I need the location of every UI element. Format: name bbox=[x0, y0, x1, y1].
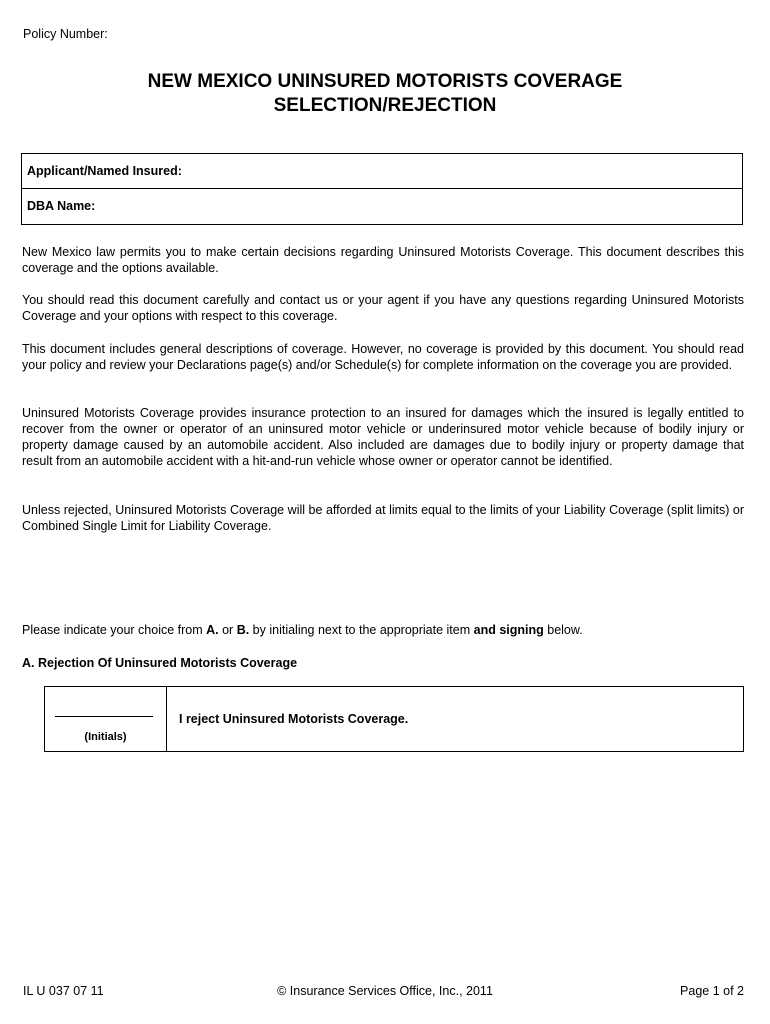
section-a-heading: A. Rejection Of Uninsured Motorists Coverage bbox=[22, 656, 298, 670]
rejection-choice-box bbox=[44, 686, 744, 752]
paragraph-general-descriptions: This document includes general descriptions of coverage. However, no coverage is provided by this document. You should read your policy and review your Declarations page(s) and/or Schedule(s) for complete information on the coverage you are provided. bbox=[22, 342, 744, 372]
applicant-named-insured-field[interactable]: Applicant/Named Insured: bbox=[22, 154, 742, 189]
policy-number-label: Policy Number: bbox=[23, 27, 108, 41]
paragraph-limits: Unless rejected, Uninsured Motorists Coverage will be afforded at limits equal to the limits of your Liability Coverage (split limits) or Combined Single Limit for Liability Coverage. bbox=[22, 503, 744, 533]
dba-name-field[interactable]: DBA Name: bbox=[27, 199, 96, 213]
paragraph-coverage-description: Uninsured Motorists Coverage provides insurance protection to an insured for damages which the insured is legally entitled to recover from the owner or operator of an uninsured motor vehicle or underinsured motor vehicle because of bodily injury or property damage caused by an automobile accident. Also included are damages due to bodily injury or property damage that result from an automobile accident with a hit-and-run vehicle whose owner or operator cannot be identified. bbox=[22, 406, 744, 468]
choice-instruction: Please indicate your choice from A. or B. by initialing next to the appropriate item and signing below. bbox=[22, 623, 583, 637]
copyright-notice: © Insurance Services Office, Inc., 2011 bbox=[277, 984, 493, 998]
form-number: IL U 037 07 11 bbox=[23, 984, 104, 998]
rejection-statement: I reject Uninsured Motorists Coverage. bbox=[179, 712, 409, 726]
document-title-line1: NEW MEXICO UNINSURED MOTORISTS COVERAGE bbox=[147, 71, 623, 92]
page-number: Page 1 of 2 bbox=[680, 984, 744, 998]
initials-label: (Initials) bbox=[84, 731, 127, 743]
paragraph-intro: New Mexico law permits you to make certain decisions regarding Uninsured Motorists Coverage. This document describes this coverage and the options available. bbox=[22, 245, 744, 275]
paragraph-read-carefully: You should read this document carefully and contact us or your agent if you have any questions regarding Uninsured Motorists Coverage and your options with respect to this coverage. bbox=[22, 293, 744, 323]
initials-line[interactable] bbox=[55, 716, 153, 717]
initials-cell[interactable] bbox=[45, 687, 167, 751]
applicant-info-box bbox=[21, 153, 743, 225]
document-title-line2: SELECTION/REJECTION bbox=[273, 95, 497, 116]
